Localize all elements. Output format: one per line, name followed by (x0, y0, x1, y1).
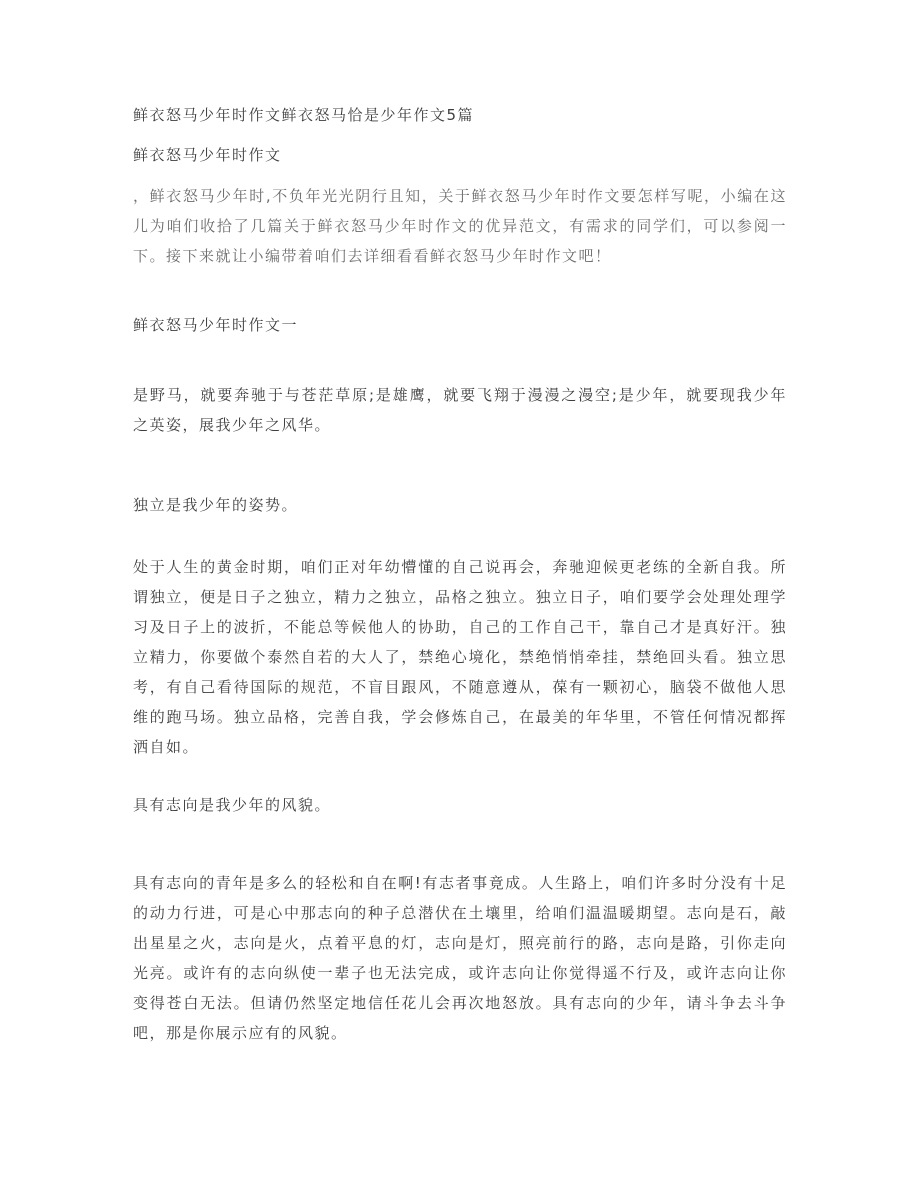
paragraph-independence: 处于人生的黄金时期，咱们正对年幼懵懂的自己说再会，奔驰迎候更老练的全新自我。所谓独立，便是日子之独立，精力之独立，品格之独立。独立日子，咱们要学会处理处理学习及日子上的波折，不能总等候他人的协助，自己的工作自己干，靠自己才是真好汗。独立精力，你要做个泰然自若的大人了，禁绝心境化，禁绝悄悄牵挂，禁绝回头看。独立思考，有自己看待国际的规范，不盲目跟风，不随意遵从，葆有一颗初心，脑袋不做他人思维的跑马场。独立品格，完善自我，学会修炼自己，在最美的年华里，不管任何情况都挥洒自如。 (133, 558, 787, 756)
section-heading-essay-one: 鲜衣怒马少年时作文一 (133, 316, 299, 334)
paragraph-wild-horse: 是野马，就要奔驰于与苍茫草原;是雄鹰，就要飞翔于漫漫之漫空;是少年，就要现我少年之英姿，展我少年之风华。 (133, 386, 787, 434)
heading-aspiration: 具有志向是我少年的风貌。 (133, 796, 332, 814)
intro-paragraph: ，鲜衣怒马少年时,不负年光光阴行且知，关于鲜衣怒马少年时作文要怎样写呢，小编在这儿为咱们收拾了几篇关于鲜衣怒马少年时作文的优异范文，有需求的同学们，可以参阅一下。接下来就让小编带着咱们去详细看看鲜衣怒马少年时作文吧！ (133, 187, 787, 265)
document-subtitle: 鲜衣怒马少年时作文 (133, 146, 282, 164)
paragraph-aspiration: 具有志向的青年是多么的轻松和自在啊!有志者事竟成。人生路上，咱们许多时分没有十足的动力行进，可是心中那志向的种子总潜伏在土壤里，给咱们温温暖期望。志向是石，敲出星星之火，志向是火，点着平息的灯，志向是灯，照亮前行的路，志向是路，引你走向光亮。或许有的志向纵使一辈子也无法完成，或许志向让你觉得遥不行及，或许志向让你变得苍白无法。但请仍然坚定地信任花儿会再次地怒放。具有志向的少年，请斗争去斗争吧，那是你展示应有的风貌。 (133, 874, 787, 1042)
document-title-line: 鲜衣怒马少年时作文鲜衣怒马恰是少年作文5篇 (133, 106, 475, 124)
heading-independence: 独立是我少年的姿势。 (133, 496, 299, 514)
